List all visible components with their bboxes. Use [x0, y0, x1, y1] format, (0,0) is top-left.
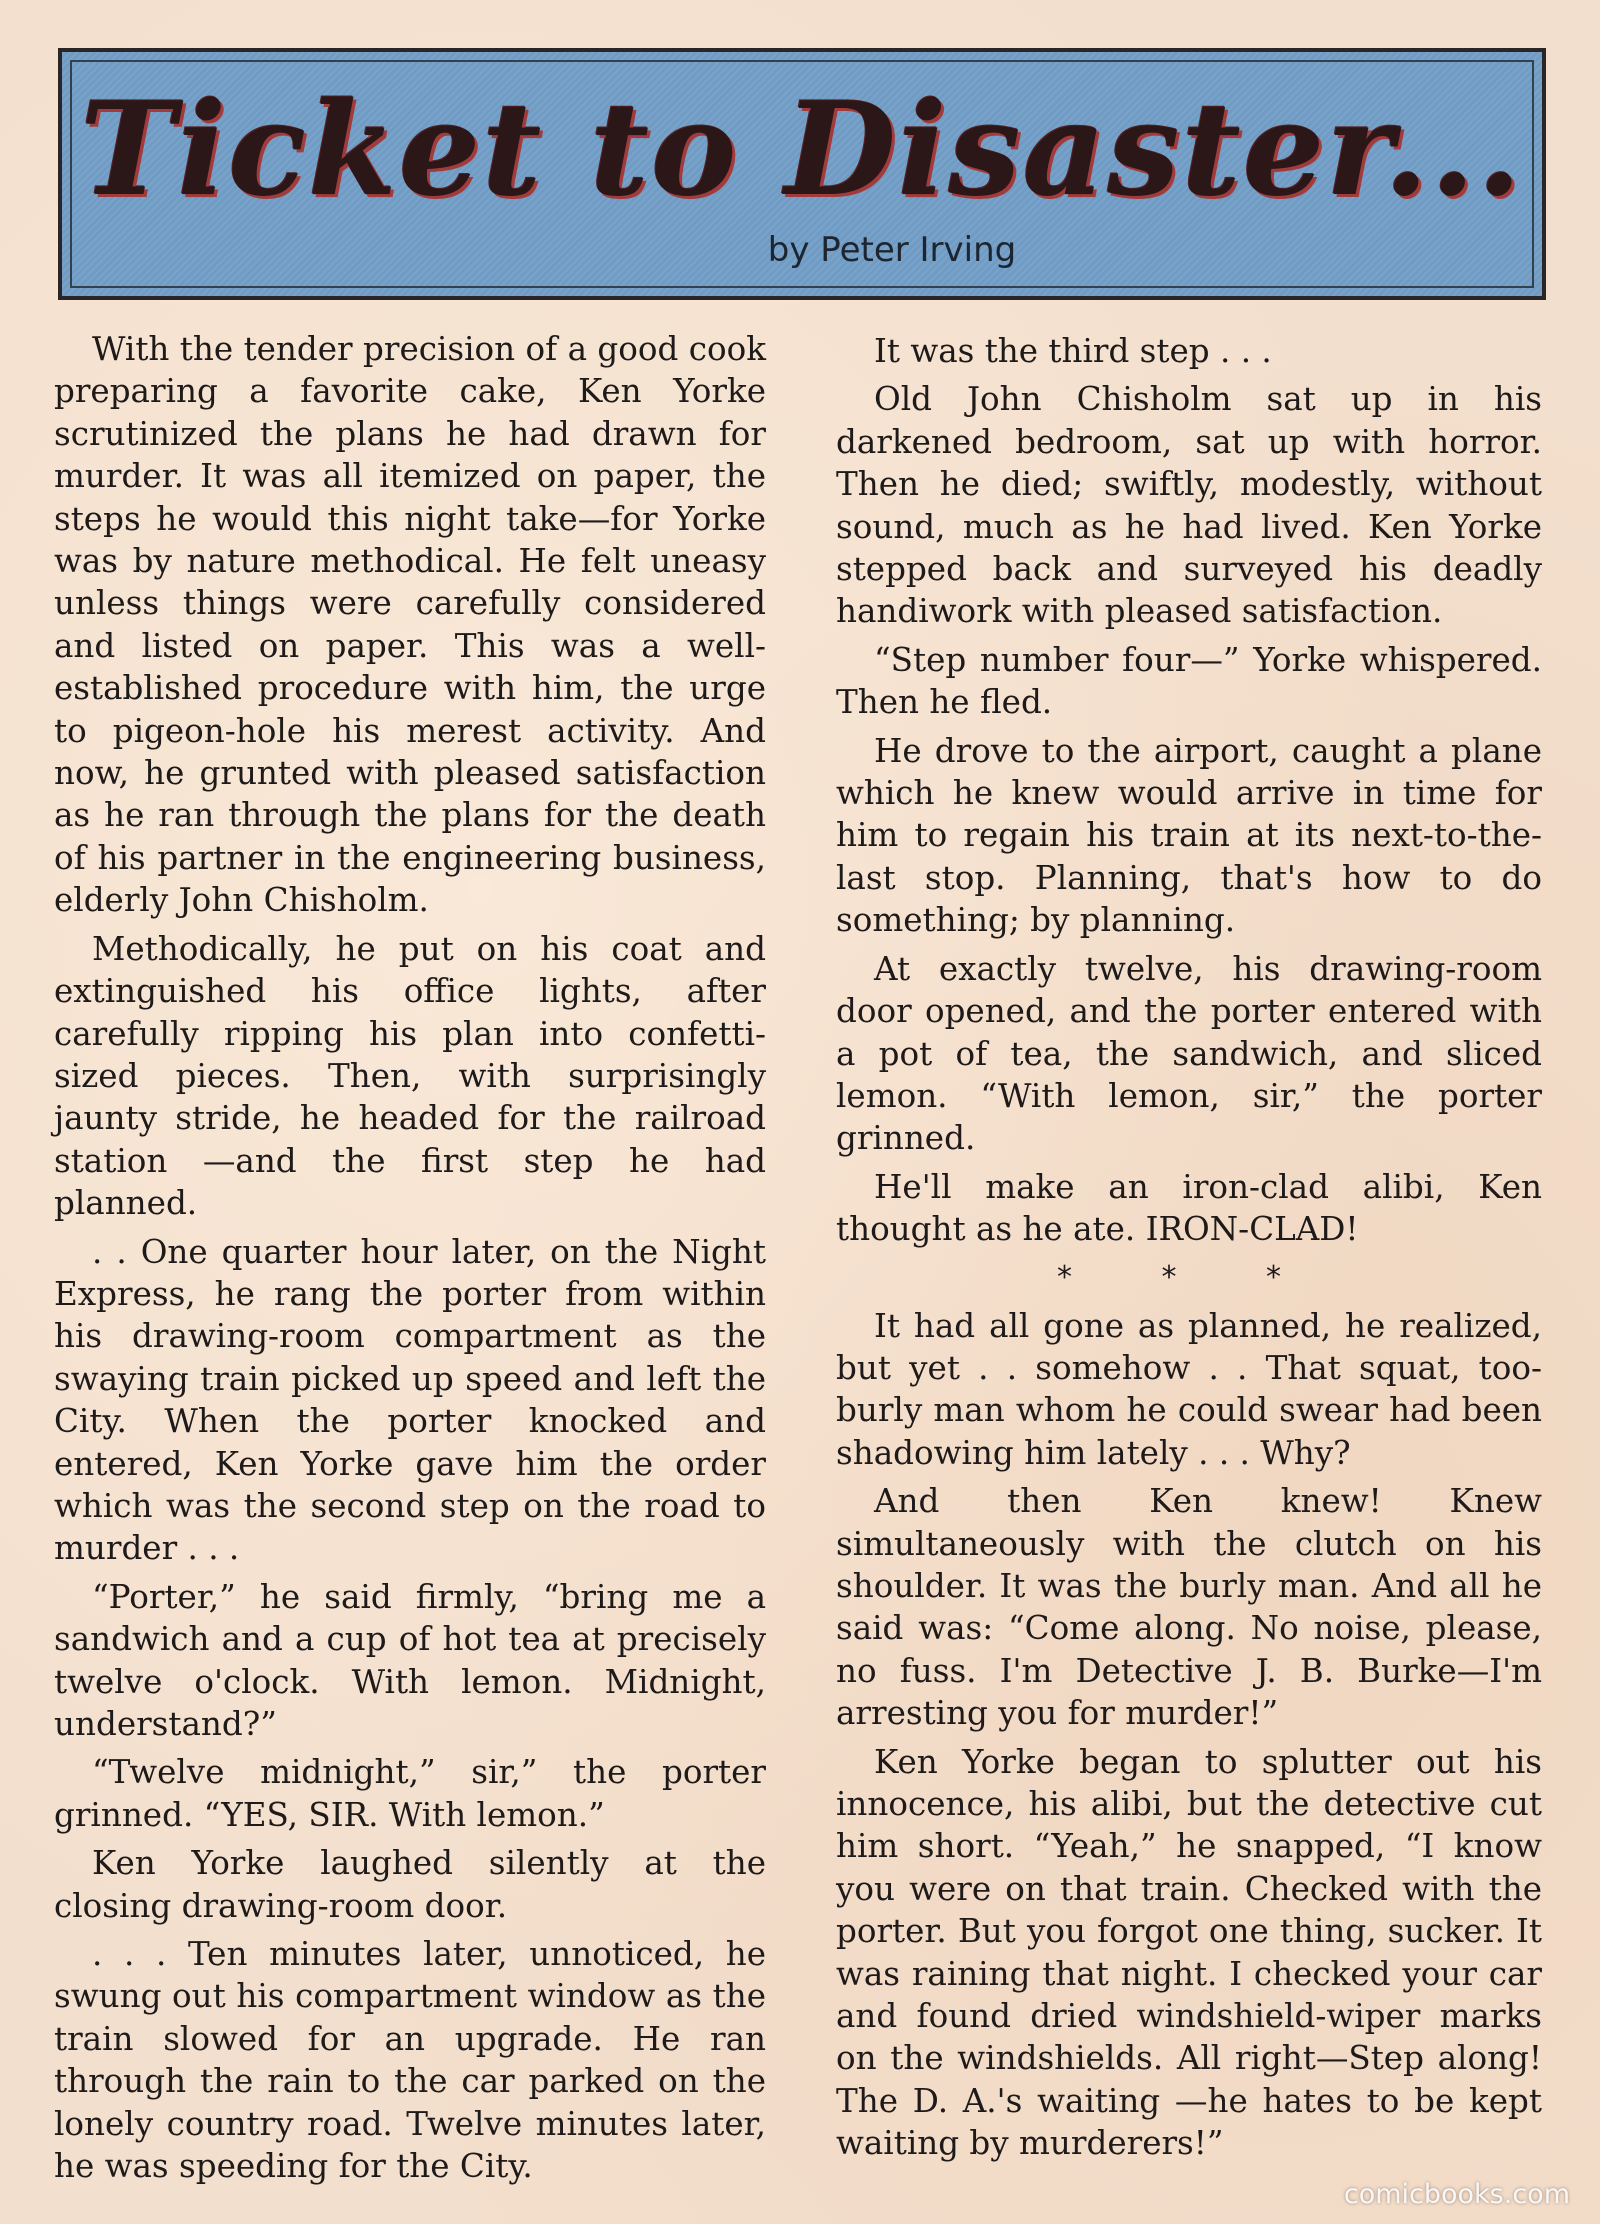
- paragraph: . . . Ten minutes later, unnoticed, he swung out his compartment window as the train slowed for an upgrade. He ran through the rain to the car parked on the lonely country road. Twelve minutes later, he was speeding for the City.: [54, 1935, 766, 2186]
- left-column: [54, 328, 766, 2193]
- paragraph: Methodically, he put on his coat and extinguished his office lights, after carefully ripping his plan into confetti-sized pieces. Then, with surprisingly jaunty stride, he headed for the railroad station —and the first step he had planned.: [54, 929, 766, 1223]
- paragraph: He'll make an iron-clad alibi, Ken thought as he ate. IRON-CLAD!: [836, 1167, 1542, 1249]
- paragraph: With the tender precision of a good cook preparing a favorite cake, Ken Yorke scrutinized the plans he had drawn for murder. It was all itemized on paper, the steps he would this night take—for Yorke was by nature methodical. He felt uneasy unless things were carefully considered and listed on paper. This was a well-established procedure with him, the urge to pigeon-hole his merest activity. And now, he grunted with pleased satisfaction as he ran through the plans for the death of his partner in the engineering business, elderly John Chisholm.: [54, 330, 766, 920]
- paragraph: It was the third step . . .: [874, 332, 1272, 370]
- title-banner: [58, 48, 1546, 300]
- story-title: Ticket to Disaster...: [80, 75, 1524, 225]
- paragraph: “Porter,” he said firmly, “bring me a sandwich and a cup of hot tea at precisely twelve o'clock. With lemon. Midnight, understand?”: [54, 1577, 766, 1743]
- paragraph: “Twelve midnight,” sir,” the porter grinned. “YES, SIR. With lemon.”: [54, 1753, 766, 1834]
- paragraph: Ken Yorke began to splutter out his innocence, his alibi, but the detective cut him short. “Yeah,” he snapped, “I know you were on that train. Checked with the porter. But you forgot one thing, sucker. It was raining that night. I checked your car and found dried windshield-wiper marks on the windshields. All right—Step along! The D. A.'s waiting —he hates to be kept waiting by murderers!”: [836, 1742, 1542, 2163]
- paragraph: . . One quarter hour later, on the Night Express, he rang the porter from within his drawing-room compartment as the swaying train picked up speed and left the City. When the porter knocked and entered, Ken Yorke gave him the order which was the second step on the road to murder . . .: [54, 1232, 766, 1568]
- paragraph: He drove to the airport, caught a plane which he knew would arrive in time for him to regain his train at its next-to-the-last stop. Planning, that's how to do something; by planning.: [836, 731, 1542, 940]
- author-byline: by Peter Irving: [767, 230, 1017, 270]
- section-separator: * * *: [1056, 1259, 1322, 1295]
- site-watermark: comicbooks.com: [1343, 2179, 1570, 2210]
- paragraph: “Step number four—” Yorke whispered. Then he fled.: [836, 640, 1542, 722]
- right-column: [836, 330, 1542, 2171]
- paragraph: Old John Chisholm sat up in his darkened bedroom, sat up with horror. Then he died; swiftly, modestly, without sound, much as he had lived. Ken Yorke stepped back and surveyed his deadly handiwork with pleased satisfaction.: [836, 380, 1542, 631]
- paragraph: It had all gone as planned, he realized, but yet . . somehow . . That squat, too-burly man whom he could swear had been shadowing him lately . . . Why?: [836, 1306, 1542, 1472]
- paragraph: And then Ken knew! Knew simultaneously with the clutch on his shoulder. It was the burly man. And all he said was: “Come along. No noise, please, no fuss. I'm Detective J. B. Burke—I'm arresting you for murder!”: [836, 1482, 1542, 1733]
- paragraph: Ken Yorke laughed silently at the closing drawing-room door.: [54, 1844, 766, 1925]
- paragraph: At exactly twelve, his drawing-room door opened, and the porter entered with a pot of tea, the sandwich, and sliced lemon. “With lemon, sir,” the porter grinned.: [836, 949, 1542, 1158]
